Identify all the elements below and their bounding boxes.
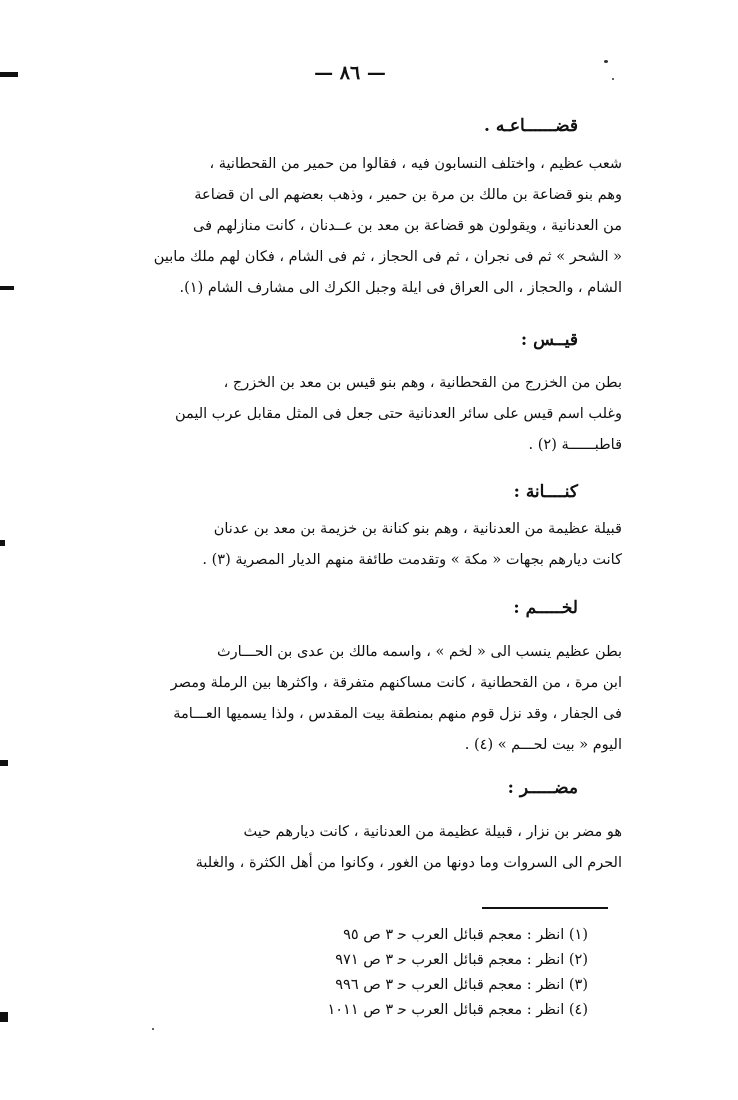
paragraph-line: بطن من الخزرج من القحطانية ، وهم بنو قيس بن معد بن الخزرج ، (223, 375, 622, 391)
paragraph-line: وغلب اسم قيس على سائر العدنانية حتى جعل فى المثل مقابل عرب اليمن (174, 406, 622, 422)
scan-speck (152, 1028, 154, 1030)
paragraph-line: كانت ديارهم بجهات « مكة » وتقدمت طائفة منهم الديار المصرية (٣) . (202, 552, 622, 568)
paragraph-line: الحرم الى السروات وما دونها من الغور ، وكانوا من أهل الكثرة ، والغلبة (195, 855, 622, 871)
section-heading-lakhm: لخـــــم : (513, 598, 578, 618)
scan-edge-mark (0, 760, 8, 766)
paragraph-line: من العدنانية ، ويقولون هو قضاعة بن معد بن عــدنان ، كانت منازلهم فى (193, 218, 622, 234)
footnote: (٣) انظر : معجم قبائل العرب ﺣ ٣ ص ٩٩٦ (335, 977, 588, 993)
footnote: (١) انظر : معجم قبائل العرب ﺣ ٣ ص ٩٥ (343, 927, 588, 943)
paragraph-line: « الشحر » ثم فى نجران ، ثم فى الحجاز ، ثم فى الشام ، فكان لهم ملك مابين (153, 249, 622, 265)
section-heading-mudar: مضـــــر : (507, 778, 578, 798)
page-number: — ٨٦ — (314, 62, 386, 84)
section-heading-kinana: كنــــانة : (513, 482, 578, 502)
scan-edge-mark (0, 540, 5, 546)
paragraph-line: الشام ، والحجاز ، الى العراق فى ايلة وجبل الكرك الى مشارف الشام (١). (179, 280, 622, 296)
scan-edge-mark (0, 1012, 8, 1022)
paragraph-line: وهم بنو قضاعة بن مالك بن مرة بن حمير ، وذهب بعضهم الى ان قضاعة (194, 187, 622, 203)
paragraph-line: قاطبــــــة (٢) . (528, 437, 622, 453)
scan-speck (604, 60, 608, 63)
footnote: (٢) انظر : معجم قبائل العرب ﺣ ٣ ص ٩٧١ (335, 952, 588, 968)
scan-edge-mark (0, 286, 14, 290)
paragraph-line: ابن مرة ، من القحطانية ، كانت مساكنهم متفرقة ، واكثرها بين الرملة ومصر (170, 675, 622, 691)
footnote-separator (482, 907, 608, 909)
paragraph-line: هو مضر بن نزار ، قبيلة عظيمة من العدنانية ، كانت ديارهم حيث (243, 824, 622, 840)
paragraph-line: اليوم « بيت لحـــم » (٤) . (464, 737, 622, 753)
section-heading-qudaa: قضــــــاعـه . (483, 116, 578, 136)
paragraph-line: فى الجفار ، وقد نزل قوم منهم بمنطقة بيت المقدس ، ولذا يسميها العـــامة (173, 706, 622, 722)
section-heading-qays: قيــس : (520, 330, 578, 350)
paragraph-line: قبيلة عظيمة من العدنانية ، وهم بنو كنانة بن خزيمة بن معد بن عدنان (213, 521, 622, 537)
scan-edge-mark (0, 72, 18, 77)
paragraph-line: شعب عظيم ، واختلف النسابون فيه ، فقالوا من حمير من القحطانية ، (209, 156, 622, 172)
footnote: (٤) انظر : معجم قبائل العرب ﺣ ٣ ص ١٠١١ (327, 1002, 588, 1018)
paragraph-line: بطن عظيم ينسب الى « لخم » ، واسمه مالك بن عدى بن الحـــارث (217, 644, 622, 660)
scan-speck (612, 78, 614, 80)
